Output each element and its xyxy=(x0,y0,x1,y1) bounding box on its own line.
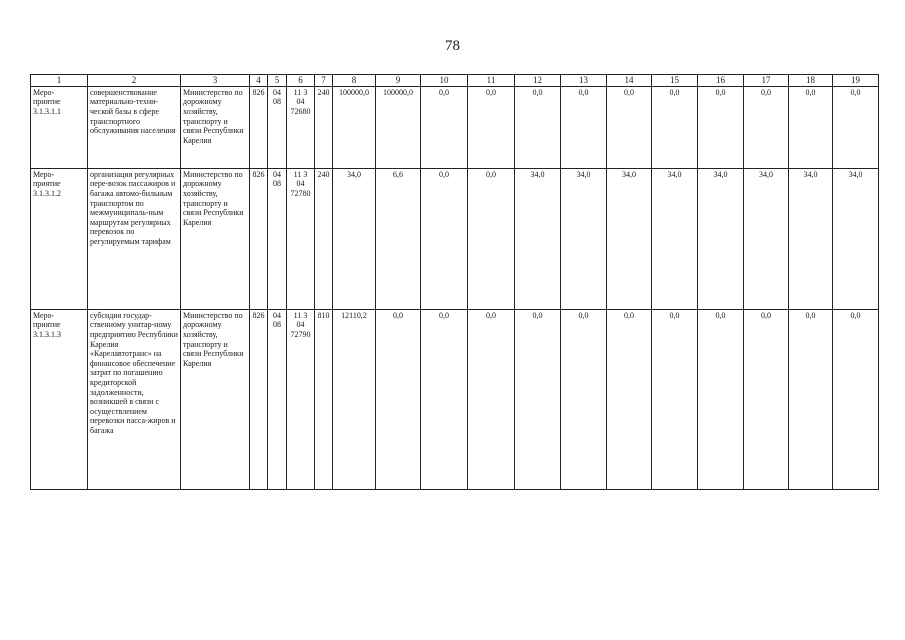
value-cell: 34,0 xyxy=(561,168,607,309)
csr-code: 11 3 04 72680 xyxy=(287,86,315,168)
col-header: 12 xyxy=(515,75,561,87)
value-cell: 0,0 xyxy=(789,309,833,489)
col-header: 17 xyxy=(744,75,789,87)
value-cell: 0,0 xyxy=(744,309,789,489)
value-cell: 34,0 xyxy=(607,168,652,309)
value-cell: 0,0 xyxy=(789,86,833,168)
value-cell: 0,0 xyxy=(468,86,515,168)
value-cell: 0,0 xyxy=(468,168,515,309)
grbs-code: 826 xyxy=(250,86,268,168)
value-cell: 0,0 xyxy=(698,309,744,489)
col-header: 4 xyxy=(250,75,268,87)
value-cell: 0,0 xyxy=(698,86,744,168)
value-cell: 0,0 xyxy=(652,309,698,489)
value-cell: 0,0 xyxy=(744,86,789,168)
value-cell: 0,0 xyxy=(833,86,879,168)
rzpr-code: 04 08 xyxy=(268,86,287,168)
activity-id: Меро- приятие 3.1.3.1.1 xyxy=(31,86,88,168)
value-cell: 34,0 xyxy=(744,168,789,309)
value-cell: 0,0 xyxy=(468,309,515,489)
vr-code: 240 xyxy=(315,86,333,168)
value-cell: 34,0 xyxy=(789,168,833,309)
col-header: 1 xyxy=(31,75,88,87)
value-cell: 0,0 xyxy=(561,86,607,168)
executor: Министерство по дорожному хозяйству, транспорту и связи Республики Карелия xyxy=(181,168,250,309)
value-cell: 0,0 xyxy=(421,309,468,489)
col-header: 6 xyxy=(287,75,315,87)
value-cell: 0,0 xyxy=(652,86,698,168)
col-header: 7 xyxy=(315,75,333,87)
grbs-code: 826 xyxy=(250,309,268,489)
page-number: 78 xyxy=(445,38,460,54)
col-header: 2 xyxy=(88,75,181,87)
value-cell: 0,0 xyxy=(515,309,561,489)
col-header: 19 xyxy=(833,75,879,87)
executor: Министерство по дорожному хозяйству, транспорту и связи Республики Карелия xyxy=(181,86,250,168)
value-cell: 0,0 xyxy=(561,309,607,489)
value-cell: 0,0 xyxy=(376,309,421,489)
value-cell: 34,0 xyxy=(333,168,376,309)
col-header: 18 xyxy=(789,75,833,87)
value-cell: 34,0 xyxy=(515,168,561,309)
value-cell: 34,0 xyxy=(698,168,744,309)
activity-id: Меро- приятие 3.1.3.1.3 xyxy=(31,309,88,489)
col-header: 5 xyxy=(268,75,287,87)
value-cell: 12110,2 xyxy=(333,309,376,489)
col-header: 16 xyxy=(698,75,744,87)
value-cell: 0,0 xyxy=(421,168,468,309)
table-row xyxy=(31,86,879,168)
table-row xyxy=(31,168,879,309)
vr-code: 810 xyxy=(315,309,333,489)
col-header: 14 xyxy=(607,75,652,87)
grbs-code: 826 xyxy=(250,168,268,309)
value-cell: 0,0 xyxy=(607,86,652,168)
value-cell: 100000,0 xyxy=(333,86,376,168)
value-cell: 34,0 xyxy=(833,168,879,309)
activity-id: Меро- приятие 3.1.3.1.2 xyxy=(31,168,88,309)
activity-description: субсидия государ-ственному унитар-ному предприятию Республики Карелия «Карелавтотранс» на финансовое обеспечение затрат по погашению кредиторской задолженности, возникшей в связи с осуществлением перевозки пасса-жиров и багажа xyxy=(88,309,181,489)
activity-description: совершенствование материально-техни-ческой базы в сфере транспортного обслуживания населения xyxy=(88,86,181,168)
value-cell: 0,0 xyxy=(515,86,561,168)
col-header: 3 xyxy=(181,75,250,87)
executor: Министерство по дорожному хозяйству, транспорту и связи Республики Карелия xyxy=(181,309,250,489)
rzpr-code: 04 08 xyxy=(268,168,287,309)
vr-code: 240 xyxy=(315,168,333,309)
rzpr-code: 04 08 xyxy=(268,309,287,489)
csr-code: 11 3 04 72790 xyxy=(287,309,315,489)
csr-code: 11 3 04 72780 xyxy=(287,168,315,309)
value-cell: 34,0 xyxy=(652,168,698,309)
table-row xyxy=(31,309,879,489)
value-cell: 0,0 xyxy=(421,86,468,168)
col-header: 9 xyxy=(376,75,421,87)
header-row xyxy=(31,75,879,87)
col-header: 11 xyxy=(468,75,515,87)
value-cell: 0,0 xyxy=(833,309,879,489)
col-header: 13 xyxy=(561,75,607,87)
col-header: 15 xyxy=(652,75,698,87)
budget-table xyxy=(30,74,879,490)
value-cell: 6,6 xyxy=(376,168,421,309)
value-cell: 100000,0 xyxy=(376,86,421,168)
col-header: 10 xyxy=(421,75,468,87)
activity-description: организация регулярных пере-возок пассажиров и багажа автомо-бильным транспортом по межмуниципаль-ным маршрутам регулярных перевозок по регулируемым тарифам xyxy=(88,168,181,309)
value-cell: 0,0 xyxy=(607,309,652,489)
col-header: 8 xyxy=(333,75,376,87)
